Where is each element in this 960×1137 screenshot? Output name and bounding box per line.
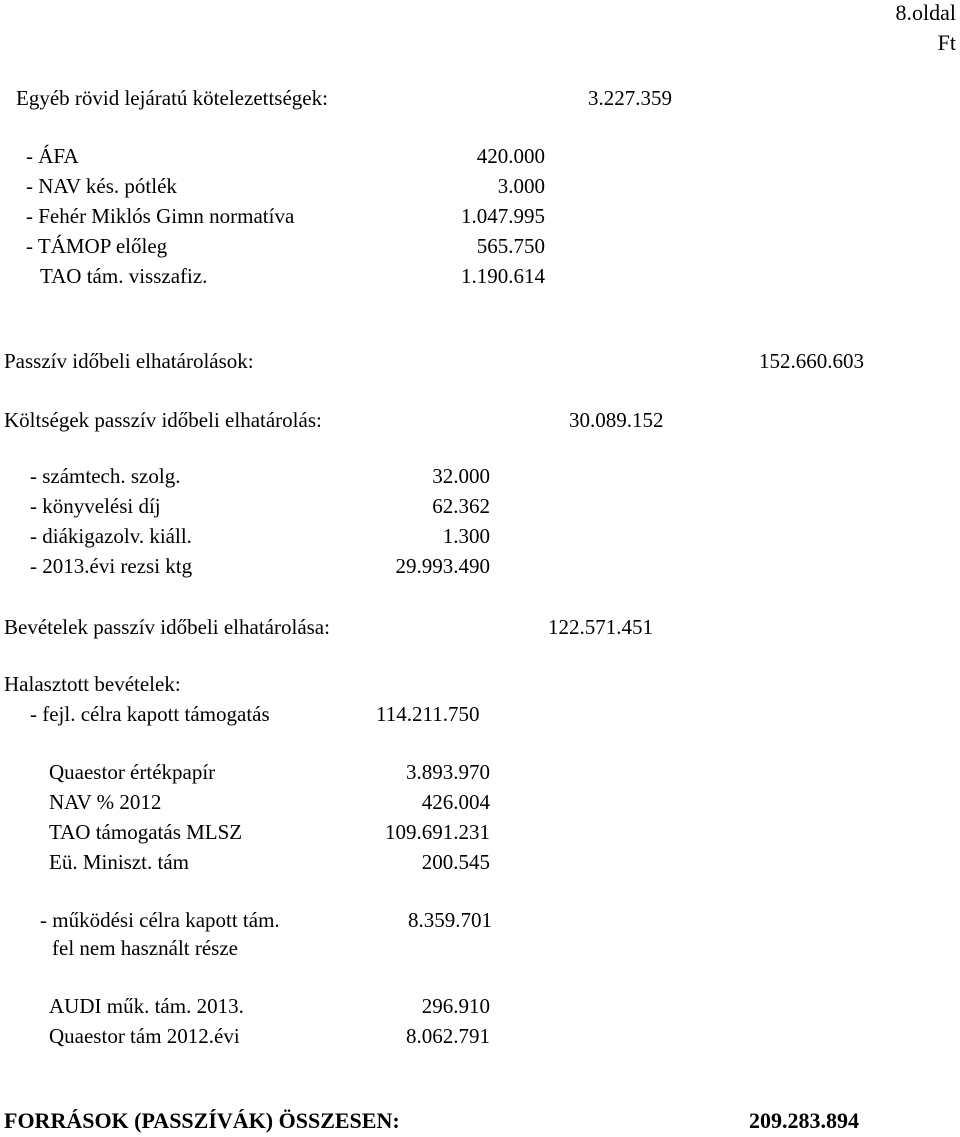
egyeb-item-label: - Fehér Miklós Gimn normatíva <box>26 204 295 228</box>
koltsegek-item-value: 1.300 <box>442 524 490 548</box>
egyeb-total: 3.227.359 <box>588 86 672 110</box>
halasztott-item-value: 200.545 <box>421 850 490 874</box>
fejl-label: - fejl. célra kapott támogatás <box>30 702 270 726</box>
halasztott-item-label: Eü. Miniszt. tám <box>49 850 189 874</box>
halasztott-item-label: NAV % 2012 <box>49 790 162 814</box>
egyeb-item-label: - NAV kés. pótlék <box>26 174 177 198</box>
egyeb-item-label: - ÁFA <box>26 144 79 168</box>
halasztott-item2-value: 296.910 <box>421 994 490 1018</box>
mukodesi-value: 8.359.701 <box>408 908 492 932</box>
mukodesi-label: - működési célra kapott tám. <box>40 908 280 932</box>
egyeb-item-value: 3.000 <box>497 174 545 198</box>
bevetelek-total: 122.571.451 <box>548 615 653 639</box>
koltsegek-total: 30.089.152 <box>569 408 664 432</box>
halasztott-item2-value: 8.062.791 <box>406 1024 490 1048</box>
forrasok-total-label: FORRÁSOK (PASSZÍVÁK) ÖSSZESEN: <box>4 1108 400 1133</box>
halasztott-item-label: Quaestor értékpapír <box>49 760 216 784</box>
halasztott-title: Halasztott bevételek: <box>4 672 181 696</box>
halasztott-item-label: TAO támogatás MLSZ <box>49 820 243 844</box>
page-number: 8.oldal <box>895 0 956 25</box>
egyeb-item-value: 1.190.614 <box>461 264 545 288</box>
halasztott-item-value: 109.691.231 <box>385 820 490 844</box>
egyeb-item-label: - TÁMOP előleg <box>26 234 168 258</box>
koltsegek-item-label: - diákigazolv. kiáll. <box>30 524 192 548</box>
egyeb-item-value: 565.750 <box>476 234 545 258</box>
halasztott-item2-label: Quaestor tám 2012.évi <box>49 1024 240 1048</box>
halasztott-item-value: 3.893.970 <box>406 760 490 784</box>
koltsegek-item-value: 29.993.490 <box>395 554 490 578</box>
halasztott-item2-label: AUDI műk. tám. 2013. <box>49 994 244 1018</box>
koltsegek-item-label: - könyvelési díj <box>30 494 161 518</box>
koltsegek-item-label: - számtech. szolg. <box>30 464 181 488</box>
koltsegek-item-value: 62.362 <box>432 494 490 518</box>
passziv-total: 152.660.603 <box>759 349 864 373</box>
unit-label: Ft <box>937 30 956 55</box>
egyeb-item-value: 420.000 <box>476 144 545 168</box>
egyeb-item-label: TAO tám. visszafiz. <box>40 264 208 288</box>
koltsegek-item-value: 32.000 <box>432 464 490 488</box>
halasztott-item-value: 426.004 <box>421 790 490 814</box>
koltsegek-item-label: - 2013.évi rezsi ktg <box>30 554 193 578</box>
fejl-value: 114.211.750 <box>376 702 480 726</box>
egyeb-title: Egyéb rövid lejáratú kötelezettségek: <box>16 86 328 110</box>
forrasok-total-value: 209.283.894 <box>749 1108 859 1133</box>
passziv-title: Passzív időbeli elhatárolások: <box>4 349 254 373</box>
bevetelek-title: Bevételek passzív időbeli elhatárolása: <box>4 615 330 639</box>
mukodesi-label-2: fel nem használt része <box>52 936 238 960</box>
egyeb-item-value: 1.047.995 <box>461 204 545 228</box>
koltsegek-title: Költségek passzív időbeli elhatárolás: <box>4 408 322 432</box>
